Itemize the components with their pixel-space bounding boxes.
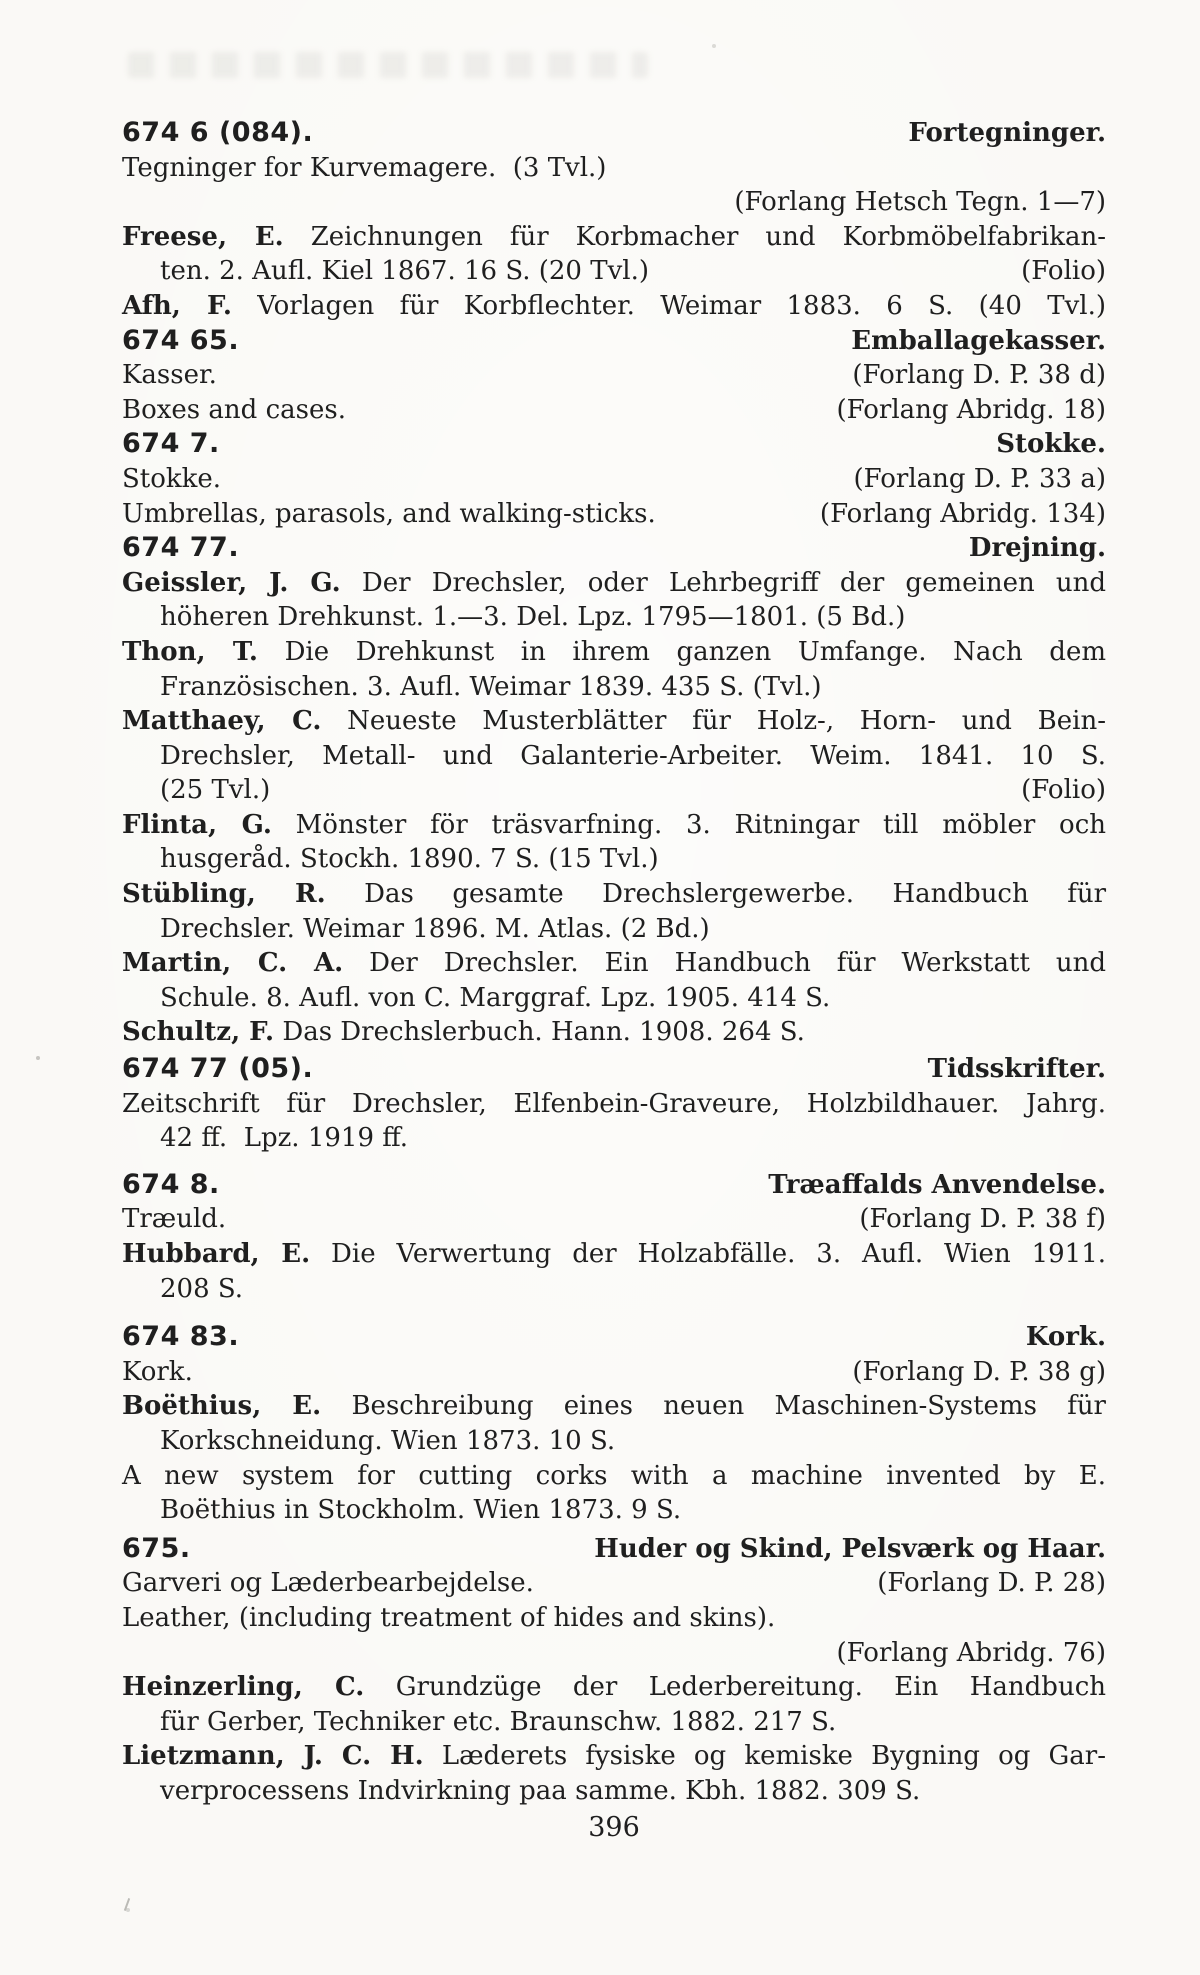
line-left xyxy=(160,1121,408,1156)
line-left xyxy=(122,1052,313,1087)
entry-text: Die Drehkunst in ihrem ganzen Umfange. Nach dem xyxy=(284,636,1106,667)
entry-text: Zeitschrift für Drechsler, Elfenbein-Graveure, Holzbildhauer. Jahrg. xyxy=(122,1088,1106,1119)
reference-note: (Forlang D. P. 38 g) xyxy=(852,1356,1106,1387)
entry-text: 208 S. xyxy=(160,1273,244,1304)
catalog-entry-line xyxy=(122,151,1106,186)
entry-text: Leather, (including treatment of hides and skins). xyxy=(122,1602,776,1633)
catalog-entry-line xyxy=(122,1774,1106,1809)
entry-text: (25 Tvl.) xyxy=(160,775,271,806)
author-name: Freese, E. xyxy=(122,221,284,252)
line-left xyxy=(160,1272,243,1307)
scan-speck xyxy=(36,1056,40,1060)
line-left xyxy=(160,1424,615,1459)
catalog-entry-line xyxy=(122,1601,1106,1636)
catalog-entry-line xyxy=(122,1015,1106,1050)
scan-speck xyxy=(124,1898,130,1911)
entry-text: höheren Drehkunst. 1.—3. Del. Lpz. 1795—1801. (5 Bd.) xyxy=(160,602,906,633)
line-left xyxy=(122,324,239,359)
catalog-entry-line xyxy=(122,670,1106,705)
section-title: Kork. xyxy=(1025,1322,1106,1353)
entry-text: Neueste Musterblätter für Holz-, Horn- und Bein- xyxy=(347,706,1106,737)
line-left xyxy=(122,427,220,462)
reference-note: (Forlang Abridg. 18) xyxy=(836,394,1106,425)
catalog-entry-line xyxy=(122,358,1106,393)
line-left xyxy=(122,1168,220,1203)
catalog-entry-line xyxy=(122,220,1106,255)
author-name: Afh, F. xyxy=(122,290,232,321)
section-heading-row xyxy=(122,116,1106,151)
section-title: Emballagekasser. xyxy=(851,325,1106,356)
entry-text: Schule. 8. Aufl. von C. Marggraf. Lpz. 1905. 414 S. xyxy=(160,982,831,1013)
entry-text: Stokke. xyxy=(122,463,222,494)
classification-number: 675. xyxy=(122,1532,191,1564)
author-name: Geissler, J. G. xyxy=(122,567,341,598)
line-left xyxy=(160,1705,836,1740)
author-name: Martin, C. A. xyxy=(122,948,344,979)
line-left xyxy=(160,600,905,635)
classification-number: 674 7. xyxy=(122,428,220,460)
entry-text: Drechsler. Weimar 1896. M. Atlas. (2 Bd.) xyxy=(160,913,710,944)
catalog-entry-line xyxy=(122,185,1106,220)
line-left xyxy=(160,254,649,289)
entry-text: ten. 2. Aufl. Kiel 1867. 16 S. (20 Tvl.) xyxy=(160,256,649,287)
line-left xyxy=(160,1774,920,1809)
catalog-text-block xyxy=(122,116,1106,1809)
entry-text: Der Drechsler, oder Lehrbegriff der gemeinen und xyxy=(361,567,1106,598)
bleed-through-artifact xyxy=(128,52,648,78)
catalog-entry-line xyxy=(122,1670,1106,1705)
catalog-entry-line xyxy=(122,462,1106,497)
catalog-entry-line xyxy=(122,289,1106,324)
classification-number: 674 77. xyxy=(122,532,240,564)
section-heading-row xyxy=(122,1168,1106,1203)
catalog-entry-line xyxy=(122,1459,1106,1494)
section-title: Træaffalds Anvendelse. xyxy=(768,1169,1106,1200)
author-name: Thon, T. xyxy=(122,636,258,667)
author-name: Boëthius, E. xyxy=(122,1391,322,1422)
author-name: Hubbard, E. xyxy=(122,1239,311,1269)
entry-text: Drechsler, Metall- und Galanterie-Arbeiter. Weim. 1841. 10 S. xyxy=(160,740,1106,771)
line-left xyxy=(122,1532,191,1567)
entry-text: Grundzüge der Lederbereitung. Ein Handbuch xyxy=(395,1672,1107,1703)
line-left xyxy=(160,773,270,808)
entry-text: Boëthius in Stockholm. Wien 1873. 9 S. xyxy=(160,1495,682,1526)
entry-text: Læderets fysiske og kemiske Bygning og Gar- xyxy=(441,1741,1107,1772)
catalog-entry-line xyxy=(122,1121,1106,1156)
entry-text: Das gesamte Drechslergewerbe. Handbuch für xyxy=(364,879,1107,910)
catalog-entry-line xyxy=(122,704,1106,739)
line-left xyxy=(122,1320,239,1355)
line-left xyxy=(122,151,606,186)
entry-text: für Gerber, Techniker etc. Braunschw. 1882. 217 S. xyxy=(160,1706,837,1737)
section-heading-row xyxy=(122,427,1106,462)
catalog-entry-line xyxy=(122,842,1106,877)
catalog-entry-line xyxy=(122,1237,1106,1272)
catalog-entry-line xyxy=(122,1087,1106,1122)
entry-text: Kasser. xyxy=(122,360,217,391)
author-name: Schultz, F. xyxy=(122,1017,275,1048)
reference-note: (Forlang D. P. 28) xyxy=(877,1568,1106,1599)
catalog-entry-line xyxy=(122,808,1106,843)
catalog-entry-line xyxy=(122,1355,1106,1390)
catalog-entry-line xyxy=(122,393,1106,428)
classification-number: 674 83. xyxy=(122,1321,240,1353)
line-left xyxy=(160,1493,681,1528)
line-left xyxy=(122,116,313,151)
entry-text: verprocessens Indvirkning paa samme. Kbh. 1882. 309 S. xyxy=(160,1775,921,1806)
catalog-entry-line xyxy=(122,981,1106,1016)
entry-text: Zeichnungen für Korbmacher und Korbmöbelfabrikan- xyxy=(310,221,1106,252)
line-left xyxy=(160,912,710,947)
section-title: Stokke. xyxy=(996,429,1106,460)
catalog-entry-line xyxy=(122,1636,1106,1671)
entry-text: Tegninger for Kurvemagere. (3 Tvl.) xyxy=(122,152,607,183)
entry-text: Vorlagen für Korbflechter. Weimar 1883. 6 S. (40 Tvl.) xyxy=(257,290,1106,321)
line-left xyxy=(122,393,346,428)
page-number: 396 xyxy=(588,1812,640,1843)
classification-number: 674 8. xyxy=(122,1168,220,1200)
section-title: Tidsskrifter. xyxy=(927,1054,1106,1085)
author-name: Flinta, G. xyxy=(122,809,272,840)
catalog-entry-line xyxy=(122,566,1106,601)
line-left xyxy=(122,1015,805,1050)
line-left xyxy=(122,1355,193,1390)
author-name: Heinzerling, C. xyxy=(122,1672,365,1703)
catalog-entry-line xyxy=(122,1202,1106,1237)
section-title: Fortegninger. xyxy=(908,118,1106,148)
section-heading-row xyxy=(122,1320,1106,1355)
reference-note: (Forlang D. P. 38 f) xyxy=(859,1204,1106,1235)
entry-text: A new system for cutting corks with a machine invented by E. xyxy=(122,1460,1106,1491)
catalog-entry-line xyxy=(122,1389,1106,1424)
section-title: Drejning. xyxy=(968,533,1106,564)
reference-note: (Folio) xyxy=(1021,256,1106,287)
entry-text: Garveri og Læderbearbejdelse. xyxy=(122,1568,534,1599)
reference-note: (Folio) xyxy=(1021,775,1106,806)
entry-text: Umbrellas, parasols, and walking-sticks. xyxy=(122,498,656,529)
catalog-entry-line xyxy=(122,946,1106,981)
author-name: Lietzmann, J. C. H. xyxy=(122,1741,424,1772)
line-left xyxy=(122,462,221,497)
classification-number: 674 6 (084). xyxy=(122,117,314,148)
entry-text: Træuld. xyxy=(122,1204,227,1235)
entry-text: 42 ff. Lpz. 1919 ff. xyxy=(160,1123,409,1154)
entry-text: Kork. xyxy=(122,1356,193,1387)
classification-number: 674 77 (05). xyxy=(122,1053,314,1085)
catalog-entry-line xyxy=(122,635,1106,670)
entry-text: Das Drechslerbuch. Hann. 1908. 264 S. xyxy=(282,1017,805,1048)
entry-text: Die Verwertung der Holzabfälle. 3. Aufl. Wien 1911. xyxy=(331,1239,1106,1269)
section-heading-row xyxy=(122,1532,1106,1567)
entry-text: Französischen. 3. Aufl. Weimar 1839. 435 S. (Tvl.) xyxy=(160,671,822,702)
catalog-entry-line xyxy=(122,1739,1106,1774)
line-left xyxy=(122,1601,775,1636)
reference-note: (Forlang Abridg. 134) xyxy=(819,498,1106,529)
entry-text: Der Drechsler. Ein Handbuch für Werkstatt und xyxy=(369,948,1106,979)
entry-text: Mönster för träsvarfning. 3. Ritningar till möbler och xyxy=(295,809,1106,840)
reference-note: (Forlang Hetsch Tegn. 1—7) xyxy=(734,187,1106,218)
catalog-entry-line xyxy=(122,877,1106,912)
catalog-entry-line xyxy=(122,600,1106,635)
catalog-entry-line xyxy=(122,1272,1106,1307)
line-left xyxy=(122,1566,534,1601)
line-left xyxy=(160,670,822,705)
entry-text: Boxes and cases. xyxy=(122,394,346,425)
line-left xyxy=(160,981,830,1016)
section-heading-row xyxy=(122,324,1106,359)
author-name: Stübling, R. xyxy=(122,879,326,910)
line-left xyxy=(122,531,239,566)
catalog-entry-line xyxy=(122,1705,1106,1740)
section-heading-row xyxy=(122,531,1106,566)
reference-note: (Forlang Abridg. 76) xyxy=(836,1637,1106,1668)
catalog-entry-line xyxy=(122,497,1106,532)
author-name: Matthaey, C. xyxy=(122,706,322,737)
entry-text: Korkschneidung. Wien 1873. 10 S. xyxy=(160,1425,616,1456)
section-title: Huder og Skind, Pelsværk og Haar. xyxy=(594,1533,1106,1564)
reference-note: (Forlang D. P. 33 a) xyxy=(853,463,1106,494)
entry-text: Beschreibung eines neuen Maschinen-Systems für xyxy=(351,1391,1106,1422)
classification-number: 674 65. xyxy=(122,324,240,356)
line-left xyxy=(122,1202,226,1237)
line-left xyxy=(160,842,659,877)
line-left xyxy=(122,358,217,393)
catalog-entry-line xyxy=(122,773,1106,808)
catalog-entry-line xyxy=(122,1424,1106,1459)
section-heading-row xyxy=(122,1052,1106,1087)
catalog-entry-line xyxy=(122,739,1106,774)
line-left xyxy=(122,497,656,532)
catalog-entry-line xyxy=(122,254,1106,289)
catalog-entry-line xyxy=(122,1493,1106,1528)
catalog-entry-line xyxy=(122,1566,1106,1601)
entry-text: husgeråd. Stockh. 1890. 7 S. (15 Tvl.) xyxy=(160,844,659,875)
catalog-entry-line xyxy=(122,912,1106,947)
reference-note: (Forlang D. P. 38 d) xyxy=(852,360,1106,391)
